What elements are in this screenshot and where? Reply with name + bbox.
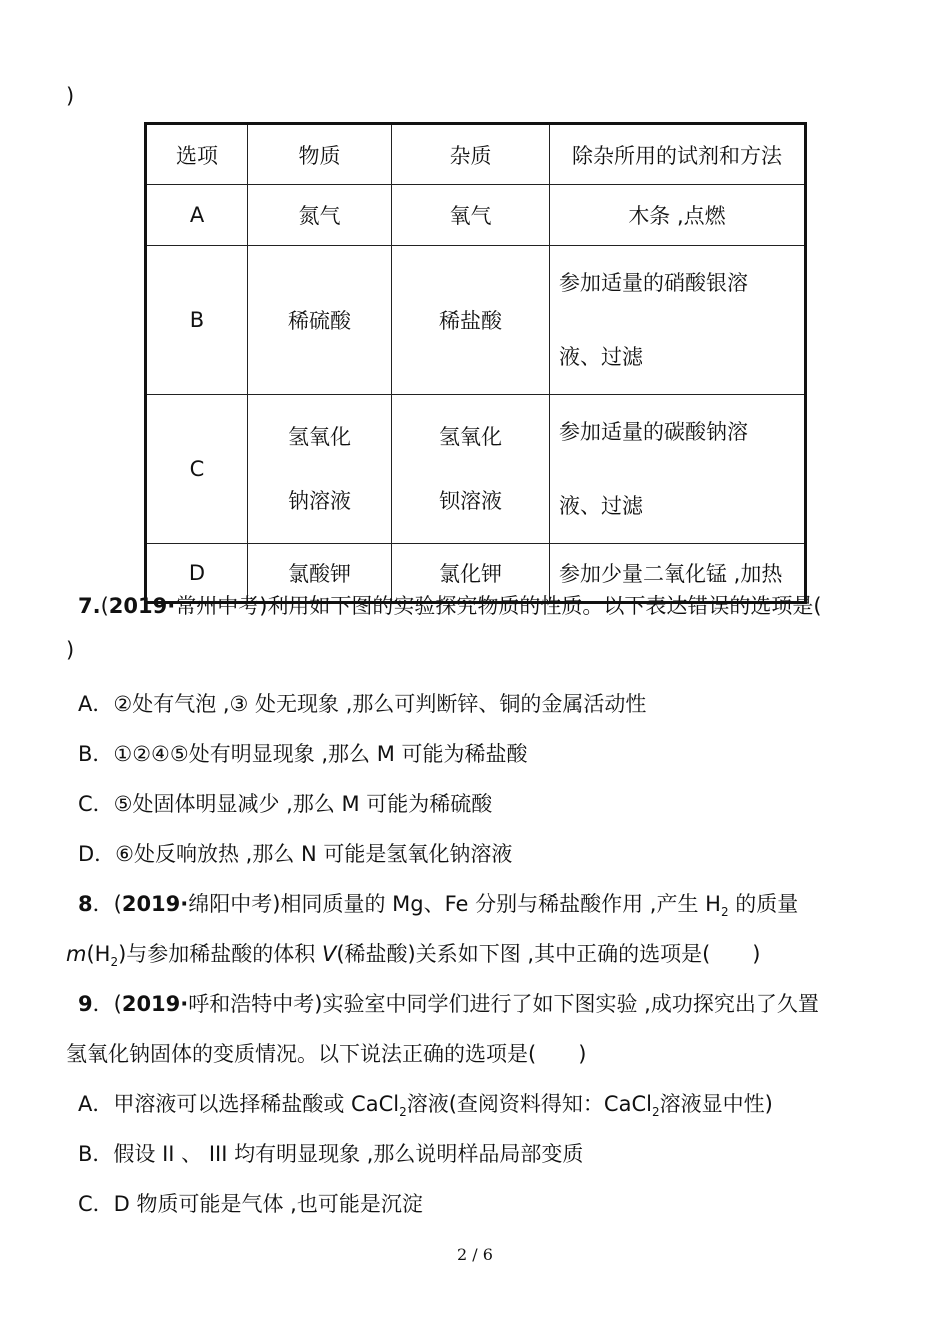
header-method: 除杂所用的试剂和方法 — [550, 124, 806, 185]
row-b-method-line1: 参加适量的硝酸银溶 — [559, 271, 748, 295]
question-9-option-c: C．D 物质可能是气体 ,也可能是沉淀 — [78, 1192, 423, 1216]
question-8-source: 绵阳中考) — [188, 892, 281, 916]
question-8-source-year: 2019· — [121, 892, 189, 916]
row-b-method — [550, 246, 806, 395]
question-7-number: 7. — [78, 594, 101, 618]
row-b-impurity: 稀盐酸 — [392, 246, 550, 395]
question-9-stem-line2: 氢氧化钠固体的变质情况。以下说法正确的选项是( ) — [66, 1042, 587, 1066]
table-row — [146, 395, 806, 544]
question-9-option-a-text-2: 溶液(查阅资料得知：CaCl — [406, 1092, 652, 1116]
question-8-subscript-2: 2 — [110, 955, 119, 970]
question-7-option-b: B．①②④⑤处有明显现象 ,那么 M 可能为稀盐酸 — [78, 742, 528, 766]
question-7-option-d: D．⑥处反响放热 ,那么 N 可能是氢氧化钠溶液 — [78, 842, 513, 866]
question-9-text-1: 实验室中同学们进行了如下图实验 ,成功探究出了久置 — [322, 992, 819, 1016]
row-c-method-line2: 液、过滤 — [559, 494, 643, 518]
table-row — [146, 185, 806, 246]
question-9-option-a-text-1: A．甲溶液可以选择稀盐酸或 CaCl — [78, 1092, 400, 1116]
question-9-source-year: 2019· — [121, 992, 189, 1016]
row-d-option: D — [146, 544, 248, 603]
question-8-stem-line2 — [66, 938, 760, 969]
question-7-stem — [78, 590, 822, 620]
row-a-option: A — [146, 185, 248, 246]
question-9-source: 呼和浩特中考) — [188, 992, 323, 1016]
question-8-number: 8 — [78, 892, 93, 916]
row-a-method: 木条 ,点燃 — [550, 185, 806, 246]
question-9-option-a — [78, 1088, 773, 1119]
question-8-text-2c: (稀盐酸)关系如下图 ,其中正确的选项是( ) — [336, 942, 761, 966]
question-7-source-year: 2019· — [108, 594, 176, 618]
row-a-substance: 氮气 — [248, 185, 392, 246]
question-8-text-2a: (H — [86, 942, 111, 966]
header-option: 选项 — [146, 124, 248, 185]
question-9-option-a-sub-1: 2 — [399, 1105, 407, 1120]
row-c-method — [550, 395, 806, 544]
row-d-method: 参加少量二氧化锰 ,加热 — [550, 544, 806, 603]
row-b-substance: 稀硫酸 — [248, 246, 392, 395]
row-c-impurity-line2: 钡溶液 — [439, 489, 502, 513]
question-9-option-a-sub-2: 2 — [651, 1105, 660, 1120]
question-7-text: 利用如下图的实验探究物质的性质。以下表达错误的选项是( — [267, 594, 822, 618]
question-7-closing-paren: ) — [66, 638, 75, 662]
question-9-dot: ．( — [92, 992, 122, 1016]
question-6-closing-paren: ) — [66, 84, 75, 108]
question-7-option-c: C．⑤处固体明显减少 ,那么 M 可能为稀硫酸 — [78, 792, 493, 816]
table-row — [146, 246, 806, 395]
question-8-text-1: 相同质量的 Mg、Fe 分别与稀盐酸作用 ,产生 H — [280, 892, 721, 916]
question-9-number: 9 — [78, 992, 93, 1016]
row-c-substance-line2: 钠溶液 — [288, 489, 351, 513]
question-7-option-a: A．②处有气泡 ,③ 处无现象 ,那么可判断锌、铜的金属活动性 — [78, 692, 647, 716]
question-8-dot: ．( — [92, 892, 122, 916]
row-c-method-line1: 参加适量的碳酸钠溶 — [559, 420, 748, 444]
question-8-subscript: 2 — [720, 905, 729, 920]
row-d-substance: 氯酸钾 — [248, 544, 392, 603]
question-7-source-open: ( — [100, 594, 109, 618]
question-8-v-symbol: V — [321, 942, 337, 966]
row-b-method-line2: 液、过滤 — [559, 345, 643, 369]
table-header-row — [146, 124, 806, 185]
row-c-substance — [248, 395, 392, 544]
question-7-source: 常州中考) — [175, 594, 268, 618]
row-c-option: C — [146, 395, 248, 544]
row-b-option: B — [146, 246, 248, 395]
question-8-stem-line1 — [78, 888, 798, 919]
header-impurity: 杂质 — [392, 124, 550, 185]
question-9-option-a-text-3: 溶液显中性) — [659, 1092, 773, 1116]
row-d-impurity: 氯化钾 — [392, 544, 550, 603]
question-9-stem-line1 — [78, 988, 819, 1018]
page-number: 2 / 6 — [457, 1245, 493, 1264]
impurity-removal-table — [144, 122, 807, 604]
header-substance: 物质 — [248, 124, 392, 185]
row-a-impurity: 氧气 — [392, 185, 550, 246]
question-9-option-b: B．假设 II 、 III 均有明显现象 ,那么说明样品局部变质 — [78, 1142, 584, 1166]
row-c-impurity — [392, 395, 550, 544]
question-8-text-1b: 的质量 — [728, 892, 799, 916]
question-8-m-symbol: m — [66, 942, 87, 966]
row-c-substance-line1: 氢氧化 — [288, 425, 351, 449]
row-c-impurity-line1: 氢氧化 — [439, 425, 502, 449]
question-8-text-2b: )与参加稀盐酸的体积 — [118, 942, 322, 966]
